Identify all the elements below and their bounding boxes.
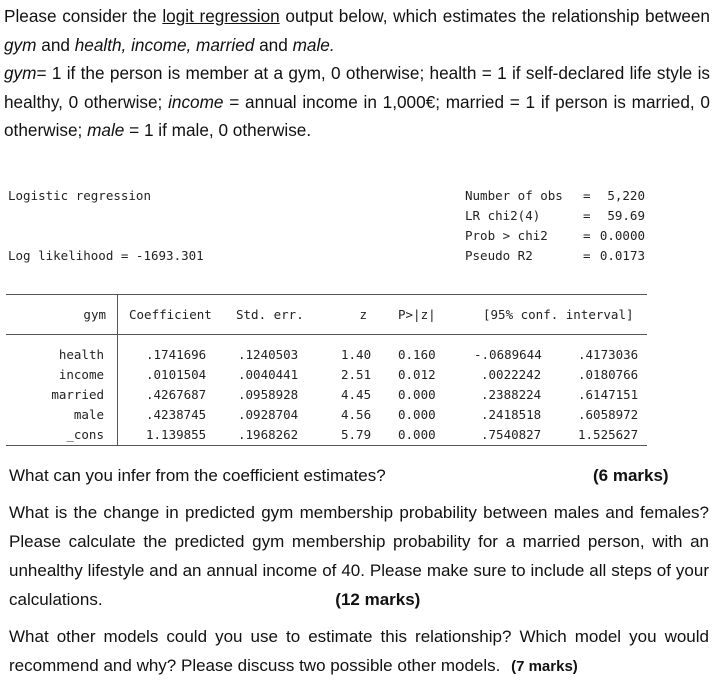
header-dep-var: gym [83, 307, 106, 322]
row-ci-lo: .7540827 [481, 427, 542, 442]
intro-text-segment: Please consider the [4, 6, 163, 26]
row-ci-lo: .2418518 [481, 407, 542, 422]
row-coef: 1.139855 [146, 427, 207, 442]
row-ci-lo: .0022242 [481, 367, 542, 382]
def-var-male: male [87, 120, 125, 140]
question-1 [9, 461, 709, 490]
row-ci-hi: .6058972 [578, 407, 639, 422]
row-p: 0.000 [398, 407, 436, 422]
stat-label-nobs: Number of obs [465, 188, 563, 203]
stat-value-prob: 0.0000 [599, 228, 645, 243]
row-coef: .4267687 [146, 387, 207, 402]
row-p: 0.000 [398, 387, 436, 402]
row-var: male [73, 407, 104, 422]
row-se: .0928704 [238, 407, 299, 422]
row-se: .1968262 [238, 427, 299, 442]
row-p: 0.012 [398, 367, 436, 382]
def-var-gym: gym [4, 63, 37, 83]
row-ci-hi: .0180766 [578, 367, 639, 382]
header-ci: [95% conf. interval] [483, 307, 634, 322]
intro-vars: health, income, married [74, 34, 255, 55]
intro-text-segment: and [36, 34, 75, 55]
question-3-marks: (7 marks) [511, 658, 578, 675]
row-var: health [58, 347, 104, 362]
stat-label-pseudor2: Pseudo R2 [465, 248, 533, 263]
table-header-rule [6, 334, 647, 335]
row-z: 4.56 [341, 407, 372, 422]
regression-output [0, 178, 714, 448]
stat-value-lrchi2: 59.69 [607, 208, 645, 223]
row-z: 2.51 [341, 367, 372, 382]
header-z: z [359, 307, 367, 322]
stat-label-prob: Prob > chi2 [465, 228, 548, 243]
row-ci-lo: -.0689644 [474, 347, 542, 362]
row-ci-hi: .4173036 [578, 347, 639, 362]
row-se: .0958928 [238, 387, 299, 402]
stat-eq: = [583, 188, 591, 203]
stat-eq: = [583, 228, 591, 243]
question-3-text: What other models could you use to estimate this relationship? Which model you would recommend and why? Please discuss two possible other models. [9, 627, 709, 675]
question-1-marks: (6 marks) [593, 466, 669, 485]
output-title: Logistic regression [8, 188, 151, 203]
table-top-rule [6, 294, 647, 295]
intro-text-segment: output below, which estimates the relationship between [279, 6, 710, 26]
row-se: .0040441 [238, 367, 299, 382]
stat-label-lrchi2: LR chi2(4) [465, 208, 541, 223]
header-p: P>|z| [398, 307, 436, 322]
row-ci-hi: 1.525627 [578, 427, 639, 442]
row-se: .1240503 [238, 347, 299, 362]
row-z: 5.79 [341, 427, 372, 442]
stat-eq: = [583, 208, 591, 223]
def-text-segment: = 1 if the person is member at a gym, 0 otherwise; health = 1 if self-declared life style is healthy, 0 otherwise; [4, 63, 710, 112]
row-p: 0.160 [398, 347, 436, 362]
intro-var-gym: gym [4, 34, 37, 55]
def-text-segment: = annual income in 1,000€; married = 1 if person is married, 0 otherwise; [4, 91, 710, 140]
row-var: married [51, 387, 104, 402]
def-text-segment: = 1 if male, 0 otherwise. [124, 120, 312, 140]
question-2 [9, 498, 709, 614]
intro-paragraph-2 [4, 59, 710, 145]
row-coef: .0101504 [146, 367, 207, 382]
row-coef: .4238745 [146, 407, 207, 422]
row-var: income [58, 367, 104, 382]
question-2-marks: (12 marks) [335, 590, 421, 609]
table-column-divider [117, 294, 118, 445]
question-2-text: What is the change in predicted gym membership probability between males and females? Please calculate the predicted gym membership probability for a married person, with an unhealthy lifestyle and an annual income of 40. Please make sure to include all steps of your calculations. [9, 503, 709, 609]
question-3 [9, 622, 709, 681]
row-coef: .1741696 [146, 347, 207, 362]
stat-value-pseudor2: 0.0173 [599, 248, 645, 263]
row-var: _cons [66, 427, 104, 442]
header-se: Std. err. [236, 307, 304, 322]
row-ci-hi: .6147151 [578, 387, 639, 402]
intro-paragraph-1 [4, 2, 710, 59]
intro-text [4, 2, 710, 145]
stat-eq: = [583, 248, 591, 263]
logit-regression-link[interactable]: logit regression [162, 6, 280, 26]
stat-value-nobs: 5,220 [607, 188, 645, 203]
log-likelihood: Log likelihood = -1693.301 [8, 248, 204, 263]
row-z: 1.40 [341, 347, 372, 362]
question-1-text: What can you infer from the coefficient estimates? [9, 466, 386, 485]
row-ci-lo: .2388224 [481, 387, 542, 402]
header-coef: Coefficient [129, 307, 212, 322]
def-var-income: income [168, 91, 224, 112]
questions [9, 461, 709, 681]
row-z: 4.45 [341, 387, 372, 402]
row-p: 0.000 [398, 427, 436, 442]
intro-var-male: male. [292, 34, 335, 55]
table-bottom-rule [6, 445, 647, 446]
intro-text-segment: and [254, 34, 293, 55]
